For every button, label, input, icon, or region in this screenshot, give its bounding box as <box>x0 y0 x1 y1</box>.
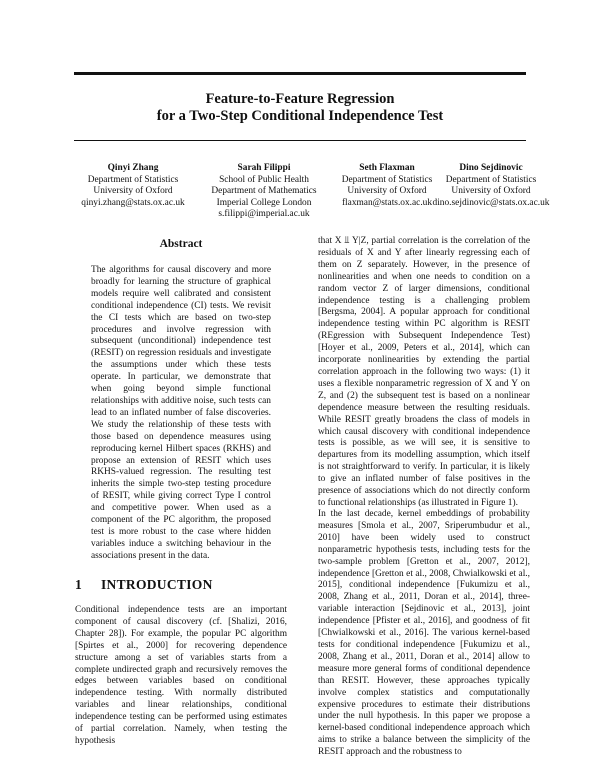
abstract-heading: Abstract <box>159 238 203 250</box>
author-dept: Department of Statistics <box>87 174 179 185</box>
section-heading <box>75 577 213 593</box>
author-zhang <box>68 163 198 209</box>
author-email: qinyi.zhang@stats.ox.ac.uk <box>81 197 185 208</box>
section-number: 1 <box>75 577 83 592</box>
author-email: s.filippi@imperial.ac.uk <box>218 209 310 220</box>
title-line-2: for a Two-Step Conditional Independence Test <box>156 108 444 124</box>
author-email: flaxman@stats.ox.ac.uk <box>341 197 433 208</box>
author-name: Seth Flaxman <box>359 163 415 173</box>
author-name: Dino Sejdinovic <box>459 163 523 173</box>
author-dept: Department of Mathematics <box>211 186 317 197</box>
title-top-rule <box>74 72 526 75</box>
title-line-1: Feature-to-Feature Regression <box>205 91 395 107</box>
author-affil: University of Oxford <box>451 186 531 197</box>
author-affil: Imperial College London <box>216 197 312 208</box>
intro-column-2-paragraph-2 <box>318 509 530 759</box>
intro-paragraph: that X ⫫ Y|Z, partial correlation is the correlation of the residuals of X and Y after linearly regressing each of them on Z separately. However, in the presence of nonlinearities and when one needs to condition on a random vector Z of larger dimensions, conditional independence testing is a challenging problem [Bergsma, 2004]. A popular approach for conditional independence testing within PC algorithm is RESIT (REgression with Subsequent Independence Test) [Hoyer et al., 2009, Peters et al., 2014], which can incorporate nonlinearities by extending the partial correlation approach in the following two ways: (1) it uses a flexible nonparametric regression of X and Y on Z, and (2) the subsequent test is based on a nonlinear dependence measure between the resulting residuals. While RESIT greatly broadens the class of models in which causal discovery with conditional independence tests is possible, as we will see, it is sensitive to departures from its modelling assumption, which itself is not straightforward to verify. In particular, it is likely to give an inflated number of false positives in the presence of associations which do not directly conform to functional relationships (as illustrated in Figure 1). <box>318 236 530 508</box>
paper-title <box>74 91 526 125</box>
author-affil: University of Oxford <box>93 186 173 197</box>
author-dept: Department of Statistics <box>341 174 433 185</box>
author-name: Sarah Filippi <box>237 163 291 173</box>
author-block <box>74 163 550 223</box>
abstract-text: The algorithms for causal discovery and more broadly for learning the structure of graphical models require well calibrated and consistent conditional independence (CI) tests. We revisit the CI tests which are based on two-step procedures and involve regression with subsequent (unconditional) independence test (RESIT) on regression residuals and investigate the assumptions under which these tests operate. In particular, we demonstrate that when going beyond simple functional relationships with additive noise, such tests can lead to an inflated number of false discoveries. We study the relationship of these tests with those based on dependence measures using reproducing kernel Hilbert spaces (RKHS) and propose an extension of RESIT which uses RKHS-valued regression. The resulting test inherits the simple two-step testing procedure of RESIT, while giving correct Type I control and competitive power. When used as a component of the PC algorithm, the proposed test is more robust to the case where hidden variables induce a switching behaviour in the associations present in the data. <box>91 265 271 561</box>
author-dept: Department of Statistics <box>445 174 537 185</box>
author-dept: School of Public Health <box>219 174 309 185</box>
author-affil: University of Oxford <box>347 186 427 197</box>
author-sejdinovic <box>416 163 566 209</box>
intro-paragraph: Conditional independence tests are an important component of causal discovery (cf. [Shalizi, 2016, Chapter 28]). For example, the popular PC algorithm [Spirtes et al., 2000] for recovering dependence structure among a set of variables starts from a complete undirected graph and recursively removes the edges between variables based on conditional independence testing. With normally distributed variables and linear relationships, conditional independence testing can be performed using estimates of partial correlation. Namely, when testing the hypothesis <box>75 605 287 746</box>
author-name: Qinyi Zhang <box>107 163 159 173</box>
intro-column-2-paragraph-1 <box>318 236 530 510</box>
intro-paragraph: In the last decade, kernel embeddings of probability measures [Smola et al., 2007, Sriperumbudur et al., 2010] have been widely used to construct nonparametric hypothesis tests, including tests for the two-sample problem [Gretton et al., 2007, 2012], independence [Gretton et al., 2008, Chwialkowski et al., 2015], conditional independence [Fukumizu et al., 2008, Zhang et al., 2011, Doran et al., 2014], three-variable interaction [Sejdinovic et al., 2013], joint independence [Pfister et al., 2016], and goodness of fit [Chwialkowski et al., 2016]. The various kernel-based tests for conditional independence [Fukumizu et al., 2008, Zhang et al., 2011, Doran et al., 2014] allow to measure more general forms of conditional dependence than RESIT. However, these approaches typically involve complex statistics and computationally expensive procedures to estimate their distributions under the null hypothesis. In this paper we propose a kernel-based conditional independence approach which aims to strike a balance between the simplicity of the RESIT approach and the robustness to <box>318 509 530 758</box>
author-filippi <box>194 163 334 221</box>
title-bottom-rule <box>74 140 526 141</box>
author-email: dino.sejdinovic@stats.ox.ac.uk <box>432 197 550 208</box>
intro-column-1 <box>75 605 287 748</box>
section-title: INTRODUCTION <box>101 577 213 592</box>
